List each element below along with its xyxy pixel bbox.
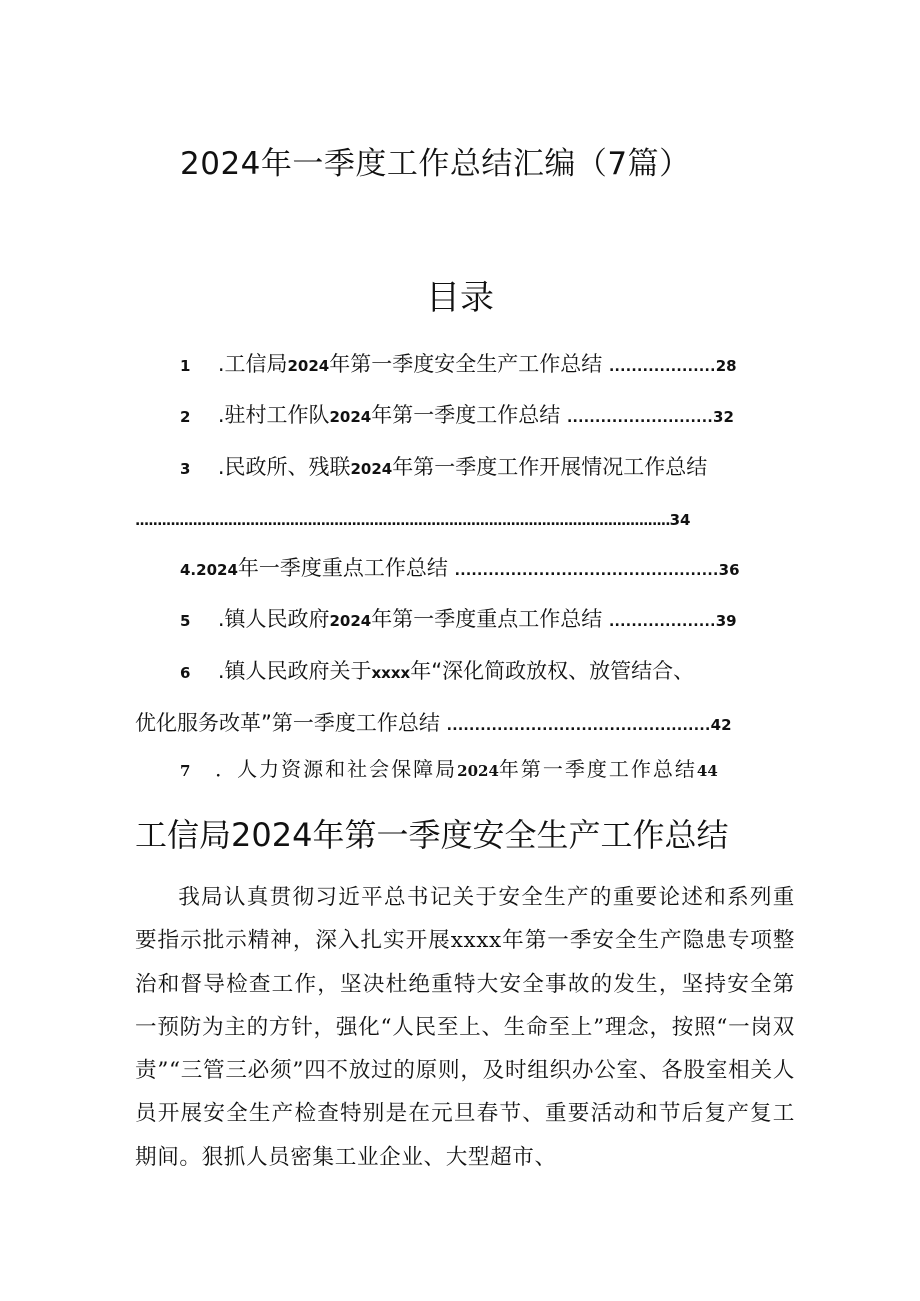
- toc-item[interactable]: [180, 604, 737, 637]
- toc-item-page: 39: [715, 612, 737, 630]
- toc-leader-dots: ...............................................: [454, 563, 719, 579]
- toc-heading: 目录: [426, 278, 494, 318]
- toc-item-number: 1: [180, 357, 191, 375]
- toc-leader-dots: ..........................: [566, 410, 714, 426]
- toc-item[interactable]: [180, 349, 737, 382]
- toc-item-title: .驻村工作队: [217, 403, 330, 427]
- toc-item-year: xxxx: [371, 664, 411, 682]
- toc-item[interactable]: [180, 452, 707, 484]
- toc-item-year: 2024: [350, 460, 393, 478]
- toc-item-page: 34: [669, 511, 691, 529]
- toc-item-number: 5: [180, 612, 191, 630]
- toc-leader-dots: ...................: [608, 614, 716, 630]
- toc-item-year: 2024: [329, 612, 372, 630]
- toc-item-continuation[interactable]: [135, 708, 732, 741]
- toc-item-number: 7: [180, 762, 193, 780]
- toc-leader-dots: ...................: [608, 359, 716, 375]
- toc-leader-dots: .........................................................................................................................: [135, 513, 670, 529]
- toc-item-number: 3: [180, 460, 191, 478]
- toc-item-page: 36: [718, 561, 740, 579]
- toc-item-page: 32: [713, 408, 734, 426]
- toc-leader-dots: ...............................................: [446, 718, 711, 734]
- toc-item-year: 2024: [329, 408, 372, 426]
- toc-item-page: 44: [696, 762, 718, 780]
- toc-item-title-rest: 年第一季度工作总结: [498, 757, 697, 781]
- section-paragraph: 我局认真贯彻习近平总书记关于安全生产的重要论述和系列重要指示批示精神，深入扎实开展xxxx年第一季安全生产隐患专项整治和督导检查工作，坚决杜绝重特大安全事故的发生，坚持安全第一预防为主的方针，强化“人民至上、生命至上”理念，按照“一岗双责”“三管三必须”四不放过的原则，及时组织办公室、各股室相关人员开展安全生产检查特别是在元旦春节、重要活动和节后复产复工期间。狠抓人员密集工业企业、大型超市、: [135, 885, 795, 1170]
- toc-item-title-rest: 年第一季度安全生产工作总结: [329, 352, 603, 376]
- toc-item-title-cont: 优化服务改革”第一季度工作总结: [135, 711, 440, 735]
- document-title: 2024年一季度工作总结汇编（7篇）: [180, 146, 691, 182]
- toc-item-page: 28: [715, 357, 737, 375]
- toc-item[interactable]: [180, 400, 734, 433]
- toc-item-number: 6: [180, 664, 191, 682]
- toc-item-continuation[interactable]: [135, 503, 775, 536]
- toc-item[interactable]: [180, 553, 740, 586]
- toc-item-number: 2: [180, 408, 191, 426]
- toc-item-year: 2024: [457, 762, 499, 780]
- toc-item[interactable]: [180, 656, 694, 688]
- toc-item-number: 4.2024: [180, 561, 238, 579]
- toc-item-title-rest: 年“深化简政放权、放管结合、: [410, 659, 695, 683]
- toc-item-year: 2024: [287, 357, 330, 375]
- toc-item-title-rest: 年第一季度重点工作总结: [371, 607, 603, 631]
- toc-item-title-rest: 年第一季度工作总结: [371, 403, 561, 427]
- toc-item-title: .工信局: [217, 352, 288, 376]
- toc-item-page: 42: [710, 716, 732, 734]
- toc-item-title: .镇人民政府: [217, 607, 330, 631]
- section-title: 工信局2024年第一季度安全生产工作总结: [135, 816, 729, 854]
- toc-item[interactable]: [180, 754, 718, 786]
- toc-item-title: .民政所、残联: [217, 455, 351, 479]
- toc-item-title-rest: 年第一季度工作开展情况工作总结: [392, 455, 708, 479]
- toc-item-title: .镇人民政府关于: [217, 659, 372, 683]
- toc-item-title: ．人力资源和社会保障局: [215, 757, 458, 781]
- toc-item-title-rest: 年一季度重点工作总结: [237, 556, 448, 580]
